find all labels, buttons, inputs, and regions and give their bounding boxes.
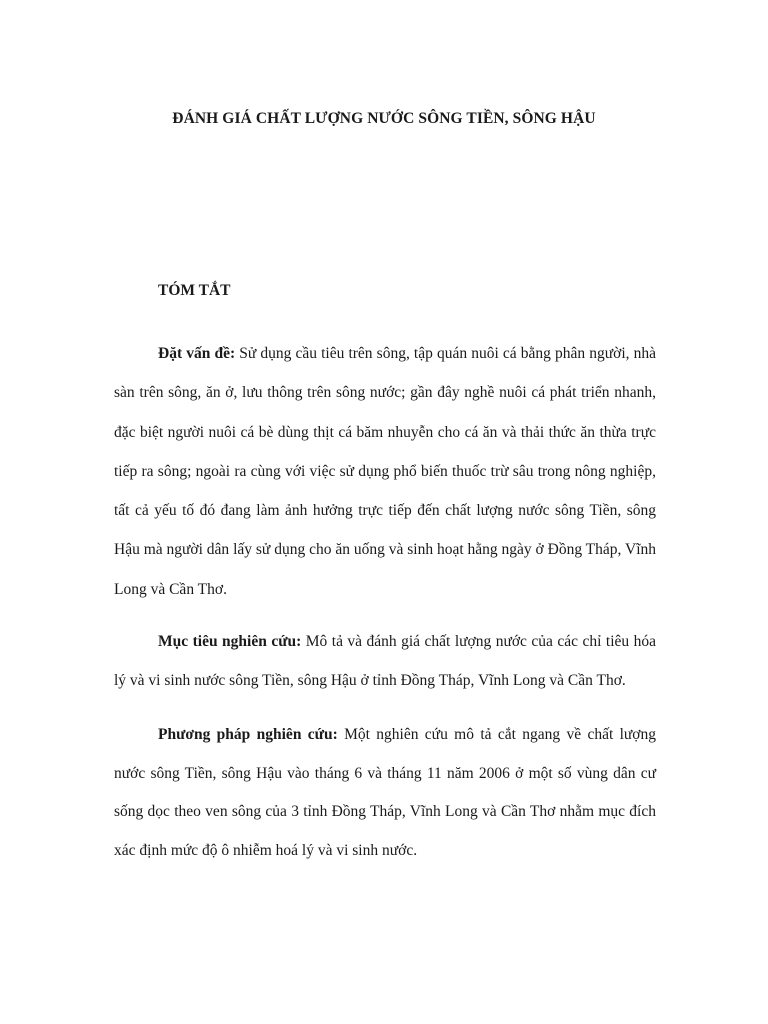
paragraph-text-background: Sử dụng cầu tiêu trên sông, tập quán nuôi cá bằng phân người, nhà sàn trên sông, ăn ở, lưu thông trên sông nước; gần đây nghề nuôi cá phát triển nhanh, đặc biệt người nuôi cá bè dùng thịt cá băm nhuyễn cho cá ăn và thải thức ăn thừa trực tiếp ra sông; ngoài ra cùng với việc sử dụng phổ biến thuốc trừ sâu trong nông nghiệp, tất cả yếu tố đó đang làm ảnh hưởng trực tiếp đến chất lượng nước sông Tiền, sông Hậu mà người dân lấy sử dụng cho ăn uống và sinh hoạt hằng ngày ở Đồng Tháp, Vĩnh Long và Cần Thơ. [114, 345, 657, 598]
paragraph-text-method: Một nghiên cứu mô tả cắt ngang về chất lượng nước sông Tiền, sông Hậu vào tháng 6 và tháng 11 năm 2006 ở một số vùng dân cư sống dọc theo ven sông của 3 tỉnh Đồng Tháp, Vĩnh Long và Cần Thơ nhằm mục đích xác định mức độ ô nhiễm hoá lý và vi sinh nước. [114, 726, 657, 859]
paragraph-label-background: Đặt vấn đề: [158, 345, 236, 362]
document-title: ĐÁNH GIÁ CHẤT LƯỢNG NƯỚC SÔNG TIỀN, SÔNG HẬU [172, 110, 596, 127]
section-heading-abstract: TÓM TẮT [158, 282, 231, 299]
paragraph-method [114, 716, 656, 870]
paragraph-objective [114, 622, 656, 700]
paragraph-background [114, 334, 656, 609]
paragraph-text-objective: Mô tả và đánh giá chất lượng nước của các chỉ tiêu hóa lý và vi sinh nước sông Tiền, sông Hậu ở tỉnh Đồng Tháp, Vĩnh Long và Cần Thơ. [114, 633, 656, 689]
paragraph-label-method: Phương pháp nghiên cứu: [158, 726, 338, 743]
paragraph-label-objective: Mục tiêu nghiên cứu: [158, 633, 302, 650]
